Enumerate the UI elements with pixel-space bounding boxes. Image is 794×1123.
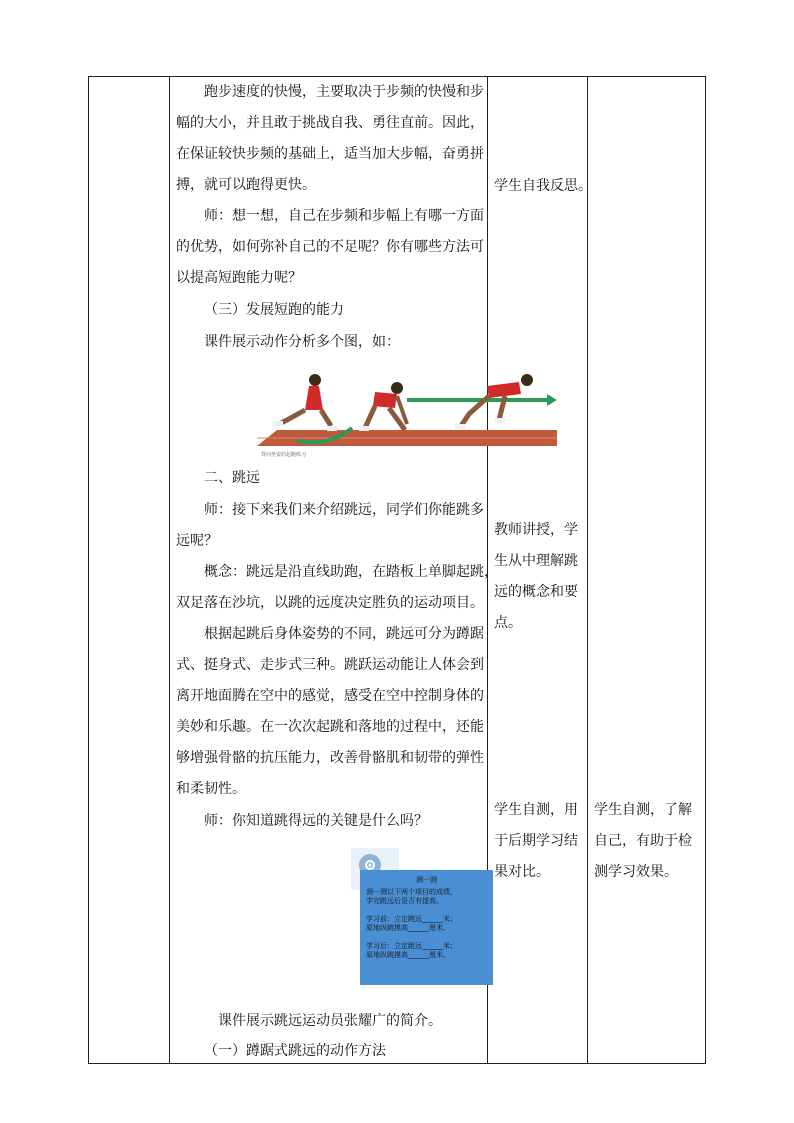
lesson-table <box>88 76 706 1064</box>
quiz-graphic <box>351 848 493 985</box>
image-caption: 背向坐姿的起跑练习 <box>261 452 307 458</box>
paragraph-speed: 跑步速度的快慢，主要取决于步频的快慢和步 幅的大小，并且敢于挑战自我、勇往直前。因此， 在保证较快步频的基础上，适当加大步幅，奋勇拼 搏，就可以跑得更快。 <box>176 84 484 193</box>
heading-squat-jump: （一）蹲踞式跳远的动作方法 <box>204 1043 386 1059</box>
note-self-reflection: 学生自我反思。 <box>494 178 592 194</box>
paragraph-jump-types: 根据起跳后身体姿势的不同，跳远可分为蹲踞 式、挺身式、走步式三种。跳跃运动能让人体会到 离开地面腾在空中的感觉，感受在空中控制身体的 美妙和乐趣。在一次次起跳和落地的过程中，还能 够增强骨骼的抗压能力，改善骨骼肌和韧带的弹性 和柔韧性。 <box>176 626 484 797</box>
paragraph-athlete-intro: 课件展示跳远运动员张耀广的简介。 <box>218 1013 442 1029</box>
athlete-figure-1 <box>273 374 337 431</box>
note-purpose: 学生自测，了解 自己，有助于检 测学习效果。 <box>594 802 692 880</box>
quiz-text: 测一测以下两个项目的成绩， 学完跳远后是否有提高。 学习前：立定跳远______米； 原地纵跳摸高______厘米。 学习后：立定跳远______米； 原地纵跳摸高______厘米。 <box>366 888 457 959</box>
column-divider <box>587 77 588 1063</box>
paragraph-teacher-intro: 师：接下来我们来介绍跳远，同学们你能跳多 远呢？ <box>176 502 484 549</box>
paragraph-concept: 概念：跳远是沿直线助跑，在踏板上单脚起跳， 双足落在沙坑，以跳的远度决定胜负的运动项目。 <box>176 564 498 611</box>
paragraph-teacher-question: 师：想一想，自己在步频和步幅上有哪一方面 的优势，如何弥补自己的不足呢？你有哪些方法可 以提高短跑能力呢？ <box>176 208 484 286</box>
quiz-title: 测一测 <box>416 876 437 884</box>
note-student-self-test: 学生自测，用 于后期学习结 果对比。 <box>494 802 578 880</box>
heading-long-jump: 二、跳远 <box>204 470 260 486</box>
sprint-start-image <box>257 368 557 458</box>
quiz-panel <box>360 870 493 985</box>
paragraph-courseware: 课件展示动作分析多个图，如： <box>204 334 400 350</box>
paragraph-key-question: 师：你知道跳得远的关键是什么吗？ <box>204 813 428 829</box>
athlete-figure-2 <box>359 382 407 431</box>
main-content-column <box>170 77 498 1063</box>
note-teacher-lecture: 教师讲授，学 生从中理解跳 远的概念和要 点。 <box>494 522 578 631</box>
heading-develop-sprint: （三）发展短跑的能力 <box>204 302 344 318</box>
